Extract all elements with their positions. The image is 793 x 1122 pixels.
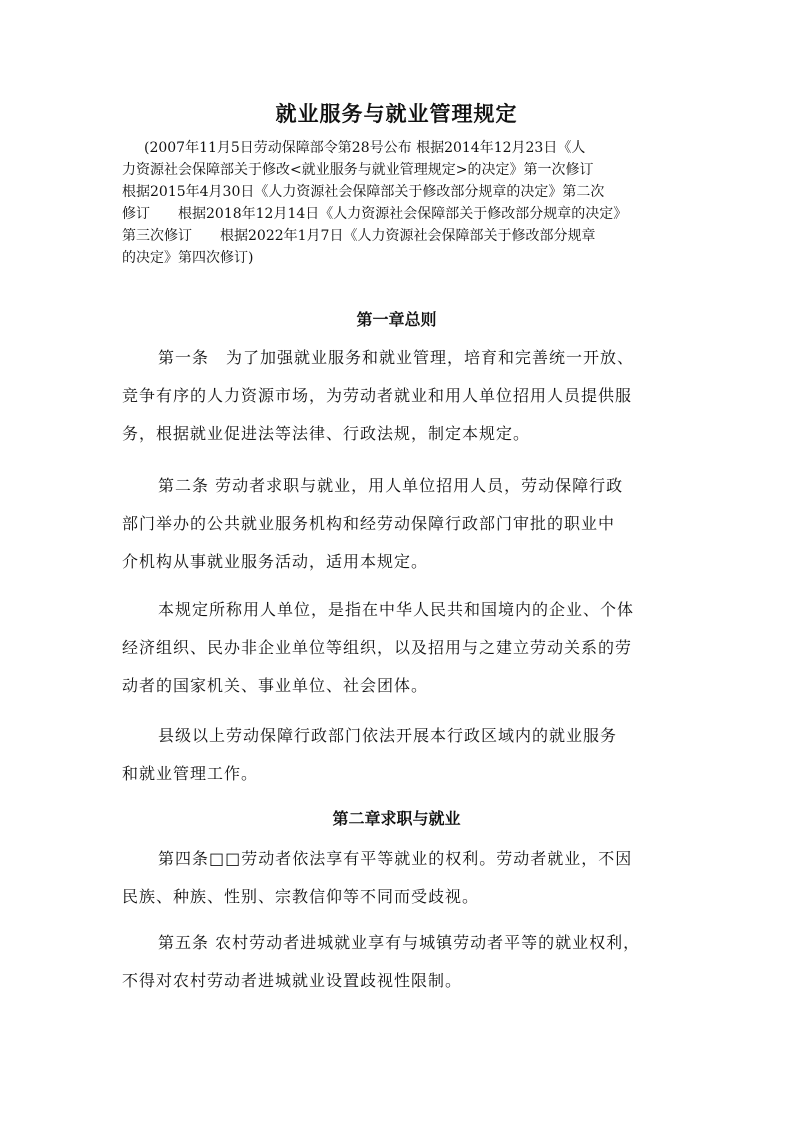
paragraph-line: 第四条□□劳动者依法享有平等就业的权利。劳动者就业，不因 <box>158 849 633 868</box>
paragraph-line: 动者的国家机关、事业单位、社会团体。 <box>122 676 429 695</box>
preamble-line: 修订 根据2018年12月14日《人力资源社会保障部关于修改部分规章的决定》 <box>122 206 628 222</box>
article-paragraph <box>122 717 682 793</box>
chapter-heading: 第二章求职与就业 <box>332 809 461 828</box>
article-paragraph <box>122 591 682 705</box>
paragraph-line: 部门举办的公共就业服务机构和经劳动保障行政部门审批的职业中 <box>122 514 616 533</box>
preamble-line: 根据2015年4月30日《人力资源社会保障部关于修改部分规章的决定》第二次 <box>122 184 605 200</box>
article-paragraph <box>122 467 682 581</box>
revision-history <box>122 137 682 269</box>
preamble-line: (2007年11月5日劳动保障部令第28号公布 根据2014年12月23日《人 <box>144 140 586 156</box>
article-paragraph <box>122 339 682 453</box>
paragraph-line: 第五条 农村劳动者进城就业享有与城镇劳动者平等的就业权利， <box>158 933 641 952</box>
paragraph-line: 竞争有序的人力资源市场，为劳动者就业和用人单位招用人员提供服 <box>122 386 633 405</box>
paragraph-line: 不得对农村劳动者进城就业设置歧视性限制。 <box>122 971 463 990</box>
paragraph-line: 务，根据就业促进法等法律、行政法规，制定本规定。 <box>122 424 531 443</box>
preamble-line: 力资源社会保障部关于修改<就业服务与就业管理规定>的决定》第一次修订 <box>122 162 594 178</box>
paragraph-line: 民族、种族、性别、宗教信仰等不同而受歧视。 <box>122 887 480 906</box>
preamble-line: 的决定》第四次修订) <box>122 250 254 266</box>
paragraph-line: 介机构从事就业服务活动，适用本规定。 <box>122 552 429 571</box>
paragraph-line: 本规定所称用人单位，是指在中华人民共和国境内的企业、个体 <box>158 600 635 619</box>
paragraph-line: 经济组织、民办非企业单位等组织，以及招用与之建立劳动关系的劳 <box>122 638 633 657</box>
paragraph-line: 县级以上劳动保障行政部门依法开展本行政区域内的就业服务 <box>158 726 618 745</box>
article-paragraph <box>122 840 682 916</box>
paragraph-line: 和就业管理工作。 <box>122 764 259 783</box>
preamble-line: 第三次修订 根据2022年1月7日《人力资源社会保障部关于修改部分规章 <box>122 228 596 244</box>
document-title: 就业服务与就业管理规定 <box>275 102 518 126</box>
chapter-heading: 第一章总则 <box>356 310 437 329</box>
article-paragraph <box>122 924 682 1000</box>
paragraph-line: 第二条 劳动者求职与就业，用人单位招用人员，劳动保障行政 <box>158 476 624 495</box>
paragraph-line: 第一条 为了加强就业服务和就业管理，培育和完善统一开放、 <box>158 348 635 367</box>
